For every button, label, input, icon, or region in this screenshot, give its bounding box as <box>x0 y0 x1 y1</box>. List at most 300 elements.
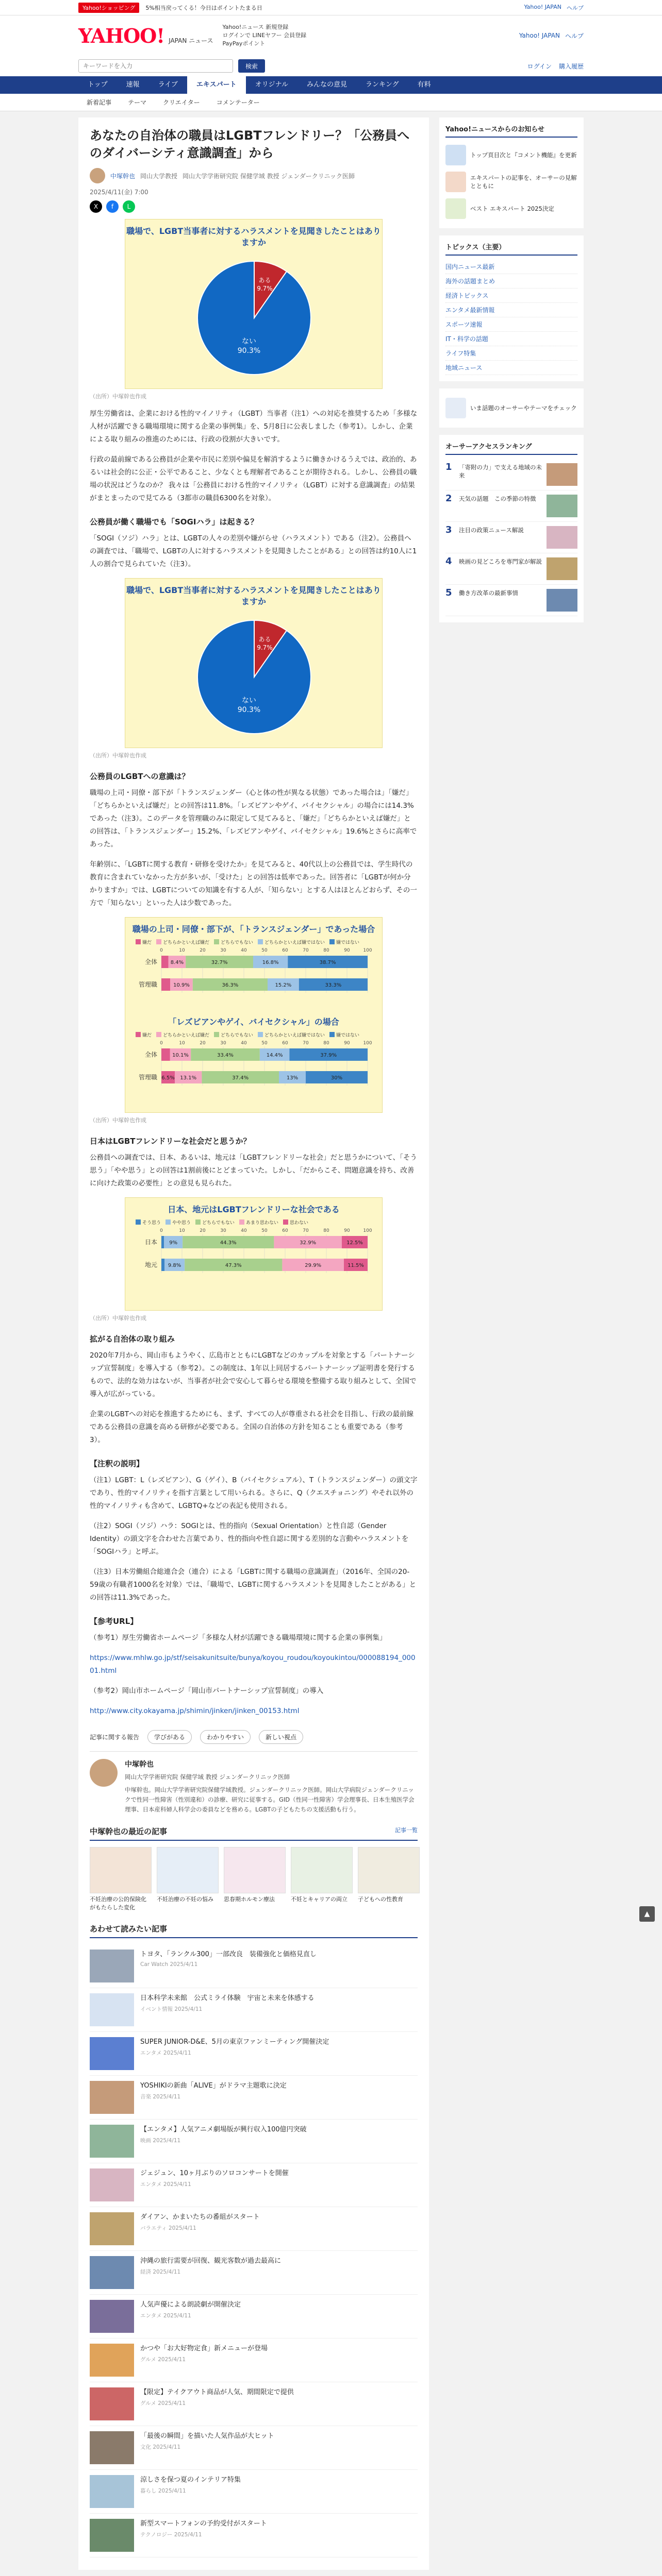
recent-article-card[interactable] <box>291 1847 353 1912</box>
bar-segment-value: 47.3% <box>225 1263 242 1268</box>
related-article[interactable] <box>90 2251 418 2295</box>
search-button[interactable]: 検索 <box>238 59 265 73</box>
legend-label: どちらかといえば嫌ではない <box>264 1033 325 1038</box>
reaction-row <box>90 1730 418 1744</box>
ranking-title-text: 注目の政策ニュース解説 <box>459 527 524 534</box>
legend-label: 嫌だ <box>142 940 152 945</box>
recent-article-thumbnail <box>358 1847 420 1893</box>
axis-tick-label: 40 <box>241 948 247 953</box>
pie-label-yes: ある <box>258 276 271 284</box>
pie-value-yes: 9.7% <box>257 643 273 651</box>
axis-tick-label: 50 <box>261 1041 268 1046</box>
scroll-to-top-button[interactable]: ▲ <box>639 1906 655 1922</box>
paragraph-9: （注1）LGBT：L（レズビアン）、G（ゲイ）、B（バイセクシュアル）、T（トランスジェンダー）の頭文字であり、性的マイノリティを指す言葉として用いられる。さらに、Q（クエスチョニング）やそれ以外の性的マイノリティも含めて、LGBTQ+などの表記も使用される。 <box>90 1476 418 1510</box>
pie-figure-2-source: （出所）中塚幹也作成 <box>90 752 146 759</box>
bar-segment-value: 8.4% <box>170 960 184 965</box>
paragraph-1: 厚生労働省は、企業における性的マイノリティ（LGBT）当事者（注1）への対応を推奨するため「多様な人材が活躍できる職場環境に関する企業の事例集」を、5月8日に公表しました（参考1）。しかし、企業による取り組みの推進のためには、行政の役割が大きいです。 <box>90 410 418 444</box>
related-article-source: エンタメ 2025/4/11 <box>140 2313 191 2319</box>
author-profile-avatar[interactable] <box>90 1759 118 1787</box>
nav-tab-3[interactable]: エキスパート <box>187 76 246 94</box>
ranking-title-text: 天気の話題 この季節の特徴 <box>459 495 536 502</box>
axis-tick-label: 0 <box>160 1041 163 1046</box>
related-article[interactable] <box>90 2514 418 2557</box>
topic-link[interactable] <box>445 361 577 375</box>
axis-tick-label: 70 <box>303 948 309 953</box>
related-article-thumbnail <box>90 2475 134 2508</box>
nav-tab-7[interactable]: 有料 <box>417 81 431 89</box>
ranking-number: 4 <box>445 556 452 567</box>
axis-tick-label: 50 <box>261 1228 268 1233</box>
axis-tick-label: 70 <box>303 1041 309 1046</box>
notice-icon <box>445 172 466 192</box>
related-article-thumbnail <box>90 2168 134 2201</box>
bar-category-label: 全体 <box>144 1051 157 1058</box>
legend-swatch <box>214 1032 219 1037</box>
recent-article-title: 不妊治療の不妊の悩み <box>157 1896 213 1903</box>
axis-tick-label: 90 <box>344 1228 350 1233</box>
share-bar <box>90 200 418 213</box>
shopping-promo-badge[interactable]: Yahoo!ショッピング <box>78 3 139 13</box>
reaction-new-view-button[interactable]: 新しい視点 <box>259 1730 303 1744</box>
related-article[interactable] <box>90 2382 418 2426</box>
recent-article-card[interactable] <box>90 1847 152 1912</box>
bar-chart-2 <box>125 1028 383 1105</box>
ranking-number: 3 <box>445 524 452 535</box>
bar-segment <box>161 956 169 968</box>
ranking-item[interactable] <box>445 585 577 616</box>
legend-swatch <box>195 1219 201 1225</box>
logo-subtitle: JAPAN ニュース <box>169 37 213 44</box>
axis-tick-label: 20 <box>200 948 206 953</box>
related-article-thumbnail <box>90 2081 134 2114</box>
related-articles-title: あわせて読みたい記事 <box>90 1924 168 1934</box>
recent-article-title: 子どもへの性教育 <box>358 1896 403 1903</box>
related-article-title: かつや「お大好物定食」新メニューが登場 <box>140 2345 268 2352</box>
heading-3: 日本はLGBTフレンドリーな社会だと思うか？ <box>90 1137 251 1146</box>
pie-label-no: ない <box>242 337 256 346</box>
share-x-icon[interactable]: X <box>90 200 102 213</box>
bar-segment <box>161 1048 170 1061</box>
bar-segment <box>161 1236 164 1248</box>
bar-segment-value: 13.1% <box>180 1075 197 1081</box>
topic-link[interactable] <box>445 332 577 346</box>
header-promo-links <box>223 23 307 48</box>
author-profile-name[interactable]: 中塚幹也 <box>125 1760 154 1769</box>
pie-figure-1-source: （出所）中塚幹也作成 <box>90 393 146 400</box>
topic-text: スポーツ速報 <box>445 321 483 328</box>
axis-tick-label: 10 <box>179 1228 185 1233</box>
legend-swatch <box>329 1032 335 1037</box>
ranking-thumbnail <box>547 463 577 486</box>
nav-tab-1[interactable]: 速報 <box>126 81 140 89</box>
legend-label: どちらかといえば嫌ではない <box>264 940 325 945</box>
axis-tick-label: 30 <box>220 1228 226 1233</box>
related-article-title: 新型スマートフォンの予約受付がスタート <box>140 2520 267 2528</box>
recent-article-title: 不妊治療の公的保険化がもたらした変化 <box>90 1896 146 1911</box>
recent-article-thumbnail <box>224 1847 286 1893</box>
related-article-thumbnail <box>90 1950 134 1982</box>
register-link[interactable]: Yahoo!ニュース 新規登録 <box>222 24 289 30</box>
author-profile-role: 岡山大学学術研究院 保健学域 教授 ジェンダークリニック医師 <box>125 1773 290 1781</box>
shopping-promo-text[interactable]: 5%相当戻ってくる！今日はポイントたまる日 <box>145 4 262 11</box>
related-article-source: エンタメ 2025/4/11 <box>140 2181 191 2188</box>
bar-figure-2-title: 日本、地元はLGBTフレンドリーな社会である <box>168 1205 340 1214</box>
ranking-number: 5 <box>445 587 452 598</box>
related-article-source: 経済 2025/4/11 <box>140 2269 181 2275</box>
bar-segment-value: 9.8% <box>168 1263 181 1268</box>
reaction-clear-button[interactable]: わかりやすい <box>200 1730 251 1744</box>
related-article-title: ダイアン、かまいたちの番組がスタート <box>140 2213 260 2221</box>
legend-label: どちらかといえば嫌だ <box>163 940 210 945</box>
axis-tick-label: 20 <box>200 1041 206 1046</box>
related-article[interactable] <box>90 1944 418 1988</box>
axis-tick-label: 60 <box>282 948 288 953</box>
bar-segment-value: 15.2% <box>275 982 292 988</box>
topic-link[interactable] <box>445 289 577 303</box>
ranking-title-text: 働き方改革の最新事情 <box>459 589 518 597</box>
reaction-learn-button[interactable]: 学びがある <box>147 1730 192 1744</box>
axis-tick-label: 60 <box>282 1228 288 1233</box>
bar-segment-value: 33.4% <box>217 1053 234 1058</box>
related-article-thumbnail <box>90 2256 134 2289</box>
related-article-thumbnail <box>90 2344 134 2377</box>
site-header <box>0 15 662 56</box>
legend-label: どちらでもない <box>202 1221 235 1226</box>
paragraph-3: 「SOGI（ソジ）ハラ」とは、LGBTの人々の差別や嫌がらせ（ハラスメント）である（注2）。公務員への調査では、「職場で、LGBTの人に対するハラスメントを見聞きしたことがある」との回答は約10人に1人の割合で見られていた（注3）。 <box>90 534 417 568</box>
paragraph-6: 公務員への調査では、日本、あるいは、地元は「LGBTフレンドリーな社会」だと思うかについて、「そう思う」「やや思う」との回答は1割前後にとどまっていた。しかし、「だからこそ、問題意識を持ち、改善に向けた政策の必要性」との意見も見られた。 <box>90 1154 417 1188</box>
legend-label: どちらでもない <box>221 940 253 945</box>
reference-1: （参考1）厚生労働省ホームページ「多様な人材が活躍できる職場環境に関する企業の事例集」 <box>90 1634 387 1642</box>
heading-4: 拡がる自治体の取り組み <box>90 1334 175 1344</box>
axis-tick-label: 90 <box>344 1041 350 1046</box>
legend-swatch <box>283 1219 288 1225</box>
axis-tick-label: 30 <box>220 1041 226 1046</box>
ranking-item[interactable] <box>445 522 577 553</box>
axis-tick-label: 60 <box>282 1041 288 1046</box>
related-article[interactable] <box>90 2120 418 2163</box>
recent-article-title: 思春期ホルモン療法 <box>224 1896 275 1903</box>
axis-tick-label: 40 <box>241 1228 247 1233</box>
legend-swatch <box>136 939 141 944</box>
search-row <box>0 56 662 76</box>
topic-link[interactable] <box>445 303 577 317</box>
bar-segment-value: 37.9% <box>320 1053 337 1058</box>
bar-segment <box>161 978 170 991</box>
yahoo-japan-link[interactable]: Yahoo! JAPAN <box>524 3 561 10</box>
nav-tab-0[interactable]: トップ <box>88 81 108 89</box>
nav-tab-2[interactable]: ライブ <box>158 81 178 89</box>
author-profile-description: 中塚幹也。岡山大学学術研究院保健学域教授。ジェンダークリニック医師。岡山大学病院ジェンダークリニックで性同一性障害（性別違和）の診療、研究に従事する。GID（性同一性障害）学会理事長、日本生殖医学会理事、日本産科婦人科学会の委員などを務める。LGBTの子どもたちの支援活動も行う。 <box>125 1786 415 1813</box>
notice-box-title: Yahoo!ニュースからのお知らせ <box>445 124 577 138</box>
bar-figure-2-source: （出所）中塚幹也作成 <box>90 1315 146 1321</box>
ranking-thumbnail <box>547 526 577 549</box>
bar-figure-1-title-2: 「レズビアンやゲイ、バイセクシャル」の場合 <box>168 1017 339 1027</box>
author-role: 岡山大学学術研究院 保健学域 教授 ジェンダークリニック医師 <box>183 172 355 180</box>
author-profile <box>90 1751 418 1815</box>
legend-label: 嫌だ <box>142 1033 152 1038</box>
related-article-title: 沖縄の旅行需要が回復、観光客数が過去最高に <box>140 2257 282 2265</box>
notice-text: エキスパートの記事を、オーサーの見解とともに <box>470 174 577 190</box>
bar-chart-1 <box>125 935 383 1012</box>
promo-box <box>439 388 584 428</box>
related-article-source: 映画 2025/4/11 <box>140 2138 181 2144</box>
axis-tick-label: 50 <box>261 948 268 953</box>
legend-swatch <box>258 1032 263 1037</box>
related-article-source: Car Watch 2025/4/11 <box>140 1961 198 1968</box>
pie-figure-2-title: 職場で、LGBT当事者に対するハラスメントを見聞きしたことはありますか <box>126 585 381 606</box>
paragraph-10: （注2）SOGI（ソジ）ハラ：SOGIとは、性的指向（Sexual Orientation）と性自認（Gender Identity）の頭文字を合わせた言葉であり、性的指向や性自認に関する差別的な言動やハラスメントを「SOGIハラ」と呼ぶ。 <box>90 1522 409 1556</box>
legend-swatch <box>156 939 161 944</box>
article-main <box>78 117 429 2570</box>
search-input[interactable] <box>78 59 233 73</box>
legend-label: どちらかといえば嫌だ <box>163 1033 210 1038</box>
topic-link[interactable] <box>445 346 577 361</box>
recent-articles-title: 中塚幹也の最近の記事 <box>90 1827 168 1836</box>
subnav-item-0[interactable]: 新着記事 <box>87 99 112 106</box>
header-yahoo-link[interactable]: Yahoo! JAPAN <box>519 32 560 39</box>
nav-tab-4[interactable]: オリジナル <box>255 81 288 89</box>
pie-slice-no <box>197 620 311 734</box>
ranking-box <box>439 435 584 622</box>
ranking-title: オーサーアクセスランキング <box>445 441 577 455</box>
pie-value-no: 90.3% <box>237 347 261 355</box>
legend-swatch <box>239 1219 244 1225</box>
page-container <box>78 117 584 2570</box>
article-date-row <box>90 188 418 196</box>
recent-article-card[interactable] <box>157 1847 219 1912</box>
topic-text: 地域ニュース <box>445 364 483 371</box>
bar-segment-value: 13% <box>286 1075 299 1081</box>
bar-segment-value: 44.3% <box>220 1240 237 1246</box>
related-article-source: 暮らし 2025/4/11 <box>140 2488 186 2494</box>
recent-article-thumbnail <box>157 1847 219 1893</box>
pie-chart-1 <box>125 248 383 387</box>
recent-articles-header <box>90 1826 418 1841</box>
related-article[interactable] <box>90 2426 418 2470</box>
bar-segment-value: 32.7% <box>211 960 228 965</box>
author-avatar[interactable] <box>90 168 105 183</box>
topic-text: エンタメ最新情報 <box>445 307 495 314</box>
share-line-icon[interactable]: L <box>123 200 135 213</box>
related-article[interactable] <box>90 2295 418 2338</box>
topics-title: トピックス（主要） <box>445 242 577 256</box>
author-name[interactable]: 中塚幹也 <box>110 172 136 180</box>
ranking-thumbnail <box>547 557 577 580</box>
related-article-title: 人気声優による朗読劇が開催決定 <box>140 2301 241 2309</box>
axis-tick-label: 90 <box>344 948 350 953</box>
bar-segment-value: 33.3% <box>325 982 342 988</box>
bar-figure-1-source: （出所）中塚幹也作成 <box>90 1117 146 1124</box>
related-article-thumbnail <box>90 2519 134 2552</box>
related-article[interactable] <box>90 2076 418 2120</box>
subnav-item-1[interactable]: テーマ <box>128 99 147 106</box>
related-article[interactable] <box>90 2338 418 2382</box>
login-link[interactable]: ログインで LINEヤフー 会員登録 <box>222 32 307 39</box>
recent-article-thumbnail <box>291 1847 353 1893</box>
axis-tick-label: 100 <box>363 948 372 953</box>
heading-5: 【注釈の説明】 <box>90 1459 144 1468</box>
topic-link[interactable] <box>445 274 577 289</box>
legend-label: あまり思わない <box>246 1221 279 1226</box>
related-article-source: エンタメ 2025/4/11 <box>140 2050 191 2056</box>
related-article[interactable] <box>90 2163 418 2207</box>
pie-label-yes: ある <box>258 635 271 643</box>
axis-tick-label: 70 <box>303 1228 309 1233</box>
notice-text: トップ頁目次と『コメント機能』を更新 <box>470 151 577 159</box>
legend-swatch <box>156 1032 161 1037</box>
bar-segment-value: 14.4% <box>266 1053 283 1058</box>
related-article-title: 【限定】テイクアウト商品が人気、期間限定で提供 <box>140 2388 294 2396</box>
topic-link[interactable] <box>445 260 577 274</box>
ranking-item[interactable] <box>445 490 577 522</box>
help-link[interactable]: ヘルプ <box>567 4 584 11</box>
bar-segment-value: 32.9% <box>300 1240 317 1246</box>
notice-item[interactable] <box>445 195 577 222</box>
legend-swatch <box>136 1032 141 1037</box>
paragraph-11: （注3）日本労働組合総連合会（連合）による「LGBTに関する職場の意識調査」（2016年、全国の20-59歳の有職者1000名を対象）では、「職場で、LGBTに関するハラスメントを見聞きしたことがある」との回答は11.3%であった。 <box>90 1568 417 1602</box>
account-links <box>527 62 584 71</box>
bar-segment-value: 36.3% <box>222 982 239 988</box>
paragraph-7: 2020年7月から、岡山市もようやく、広島市とともにLGBTなどのカップルを対象とする「パートナーシップ宣誓制度」を導入する（参考2）。この制度は、1年以上同居するパートナーシップ証明書を発行するもので、法的な効力はないが、当事者が社会で安心して暮らせる環境を整備する取り組みとして、全国で導入が広がっている。 <box>90 1351 417 1398</box>
legend-label: そう思う <box>142 1221 161 1226</box>
paragraph-8: 企業のLGBTへの対応を推進するためにも、まず、すべての人が尊重される社会を目指し、行政の最前線である公務員の意識を高める研修が必要である。全国の自治体の方針を知ることも重要である（参考3）。 <box>90 1410 414 1444</box>
recent-articles-more-link[interactable]: 記事一覧 <box>395 1827 418 1834</box>
related-article-title: 「最後の瞬間」を描いた人気作品が大ヒット <box>140 2432 274 2440</box>
ranking-thumbnail <box>547 589 577 612</box>
report-link[interactable]: 記事に関する報告 <box>90 1734 140 1741</box>
related-article[interactable] <box>90 2470 418 2514</box>
author-tag: 岡山大学教授 <box>140 172 178 180</box>
reference-url-2[interactable]: http://www.city.okayama.jp/shimin/jinken/jinken_00153.html <box>90 1707 300 1715</box>
notice-text: ベスト エキスパート 2025決定 <box>470 205 554 212</box>
related-article-source: イベント情報 2025/4/11 <box>140 2006 203 2012</box>
bar-segment-value: 10.1% <box>172 1053 189 1058</box>
topic-text: 経済トピックス <box>445 292 489 299</box>
axis-tick-label: 100 <box>363 1041 372 1046</box>
bar-segment-value: 9% <box>169 1240 178 1246</box>
bar-segment-value: 16.8% <box>262 960 279 965</box>
recent-article-thumbnail <box>90 1847 152 1893</box>
sub-nav <box>0 94 662 111</box>
related-article[interactable] <box>90 1988 418 2032</box>
heading-6: 【参考URL】 <box>90 1617 138 1626</box>
related-article-title: 日本科学未来館 公式ミライ体験 宇宙と未来を体感する <box>140 1994 315 2002</box>
bar-segment-value: 37.4% <box>232 1075 249 1081</box>
related-article-title: 【エンタメ】人気アニメ劇場版が興行収入100億円突破 <box>140 2126 307 2133</box>
bar-category-label: 管理職 <box>138 981 157 988</box>
ranking-item[interactable] <box>445 553 577 585</box>
article-meta <box>90 168 418 183</box>
related-articles-header <box>90 1923 418 1938</box>
related-article-title: ジェジュン、10ヶ月ぶりのソロコンサートを開催 <box>140 2170 289 2177</box>
recent-articles-list <box>90 1847 418 1912</box>
topics-box <box>439 235 584 381</box>
sidebar <box>439 117 584 2570</box>
recent-article-card[interactable] <box>358 1847 420 1912</box>
bar-figure-1 <box>125 917 383 1113</box>
legend-swatch <box>329 939 335 944</box>
subnav-item-3[interactable]: コメンテーター <box>216 99 260 106</box>
axis-tick-label: 10 <box>179 1041 185 1046</box>
bar-segment-value: 10.9% <box>173 982 190 988</box>
related-article[interactable] <box>90 2207 418 2251</box>
promo-text: いま話題のオーサーやテーマをチェック <box>470 404 577 412</box>
bar-segment-value: 29.9% <box>305 1263 322 1268</box>
nav-tab-5[interactable]: みんなの意見 <box>306 81 347 89</box>
bar-segment-value: 6.5% <box>161 1075 175 1081</box>
related-article[interactable] <box>90 2032 418 2076</box>
login-button[interactable]: ログイン <box>527 62 552 70</box>
ranking-number: 2 <box>445 493 452 504</box>
paypay-link[interactable]: PayPayポイント <box>222 40 266 47</box>
nav-tab-6[interactable]: ランキング <box>366 81 399 89</box>
pie-figure-1 <box>125 219 383 389</box>
share-facebook-icon[interactable]: f <box>106 200 119 213</box>
topic-link[interactable] <box>445 317 577 332</box>
axis-tick-label: 80 <box>323 948 329 953</box>
axis-tick-label: 10 <box>179 948 185 953</box>
promo-row[interactable] <box>445 395 577 421</box>
subnav-item-2[interactable]: クリエイター <box>163 99 200 106</box>
recent-article-card[interactable] <box>224 1847 286 1912</box>
notice-icon <box>445 145 466 165</box>
purchase-history-link[interactable]: 購入履歴 <box>558 62 584 70</box>
article-title: あなたの自治体の職員はLGBTフレンドリー？「公務員へのダイバーシティ意識調査」から <box>90 128 410 160</box>
ranking-title-text: 映画の見どころを専門家が解説 <box>459 558 542 565</box>
axis-tick-label: 80 <box>323 1041 329 1046</box>
related-article-thumbnail <box>90 2212 134 2245</box>
pie-figure-1-title: 職場で、LGBT当事者に対するハラスメントを見聞きしたことはありますか <box>126 226 381 247</box>
related-article-source: 文化 2025/4/11 <box>140 2444 181 2450</box>
topic-text: IT・科学の話題 <box>445 335 488 343</box>
notice-item[interactable] <box>445 142 577 168</box>
bar-category-label: 管理職 <box>138 1074 157 1081</box>
legend-label: どちらでもない <box>221 1033 253 1038</box>
paragraph-5: 年齢別に、「LGBTに関する教育・研修を受けたか」を見てみると、40代以上の公務員では、学生時代の教育に含まれていなかった方が多いが、「受けた」との回答は低率であった。回答者に「LGBTが何か分かりますか」では、LGBTについての知識を有する人が、「知らない」とする人はほとんどおらず、その一方で「知らない」といった人は少数であった。 <box>90 860 417 907</box>
notice-item[interactable] <box>445 168 577 195</box>
related-article-source: バラエティ 2025/4/11 <box>140 2225 196 2231</box>
header-help-link[interactable]: ヘルプ <box>565 32 584 40</box>
pie-value-yes: 9.7% <box>257 284 273 292</box>
related-article-title: 涼しさを保つ夏のインテリア特集 <box>140 2476 241 2484</box>
bar-segment <box>161 1259 164 1271</box>
recent-article-title: 不妊とキャリアの両立 <box>291 1896 347 1903</box>
site-logo[interactable] <box>78 24 213 47</box>
paragraph-4: 職場の上司・同僚・部下が「トランスジェンダー（心と体の性が異なる状態）であった場合は」「嫌だ」「どちらかといえば嫌だ」との回答は11.8%。「レズビアンやゲイ、バイセクシャル」の場合には14.3%であった（注3）。このデータを管理職のみに限定して見てみると、「嫌だ」「どちらかといえば嫌だ」との回答は、「トランスジェンダー」15.2%、「レズビアンやゲイ、バイセクシャル」19.6%とさらに高率であった。 <box>90 789 417 849</box>
axis-tick-label: 100 <box>363 1228 372 1233</box>
legend-label: やや思う <box>172 1221 191 1226</box>
ranking-item[interactable] <box>445 459 577 490</box>
legend-swatch <box>214 939 219 944</box>
bar-category-label: 日本 <box>144 1239 157 1246</box>
utility-links <box>524 4 584 12</box>
notice-box <box>439 117 584 228</box>
topic-text: 国内ニュース最新 <box>445 263 495 270</box>
axis-tick-label: 0 <box>160 948 163 953</box>
heading-2: 公務員のLGBTへの意識は？ <box>90 772 190 781</box>
bar-segment-value: 12.5% <box>346 1240 363 1246</box>
axis-tick-label: 40 <box>241 1041 247 1046</box>
legend-label: 嫌ではない <box>336 940 360 945</box>
notice-icon <box>445 198 466 219</box>
topic-text: 海外の話題まとめ <box>445 278 495 285</box>
related-article-thumbnail <box>90 1993 134 2026</box>
related-article-thumbnail <box>90 2037 134 2070</box>
related-articles-list <box>90 1944 418 2557</box>
ranking-title-text: 「寄附の力」で支える地域の未来 <box>459 464 542 479</box>
reference-url-1[interactable]: https://www.mhlw.go.jp/stf/seisakunitsuite/bunya/koyou_roudou/koyoukintou/000088194_00001.html <box>90 1654 416 1675</box>
legend-swatch <box>166 1219 171 1225</box>
